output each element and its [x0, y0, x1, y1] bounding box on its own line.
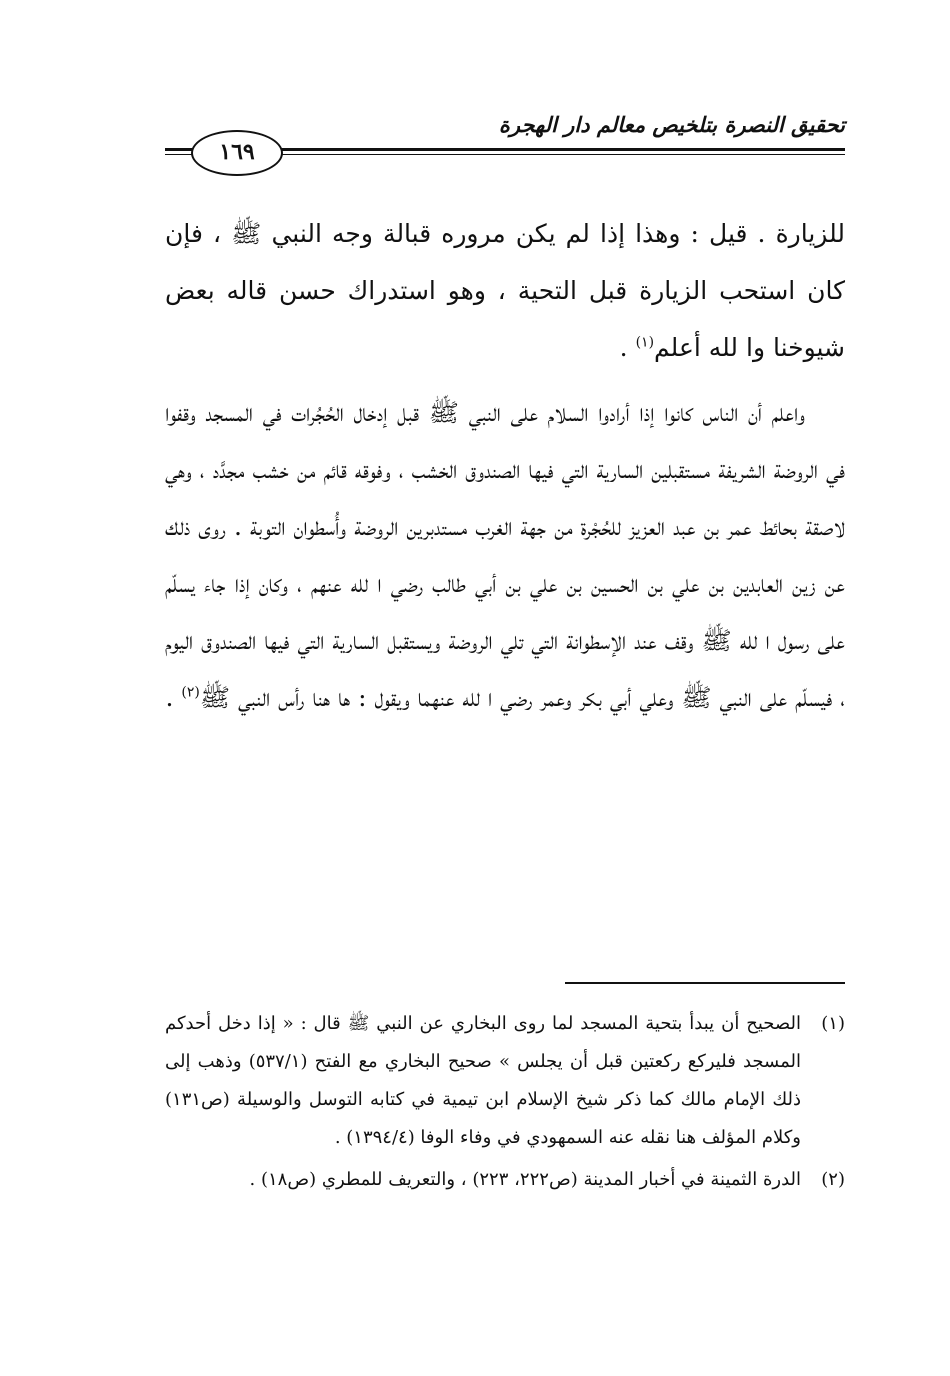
running-title: تحقيق النصرة بتلخيص معالم دار الهجرة — [498, 112, 845, 137]
paragraph-2-end: . — [165, 683, 182, 712]
paragraph-2 — [165, 384, 845, 726]
footnote-1-number: (١) — [821, 1013, 845, 1034]
main-text — [165, 205, 845, 726]
header-rule-thin — [275, 154, 845, 155]
footnote-1-text: الصحيح أن يبدأ بتحية المسجد لما روى البخاري عن النبي ﷺ قال : « إذا دخل أحدكم المسجد فليركع ركعتين قبل أن يجلس » صحيح البخاري مع الفتح (٥٣٧/١) وذهب إلى ذلك الإمام مالك كما ذكر شيخ الإسلام ابن تيمية في كتابه التوسل والوسيلة (ص١٣١) وكلام المؤلف هنا نقله عنه السمهودي في وفاء الوفا (١٣٩٤/٤) . — [165, 1013, 801, 1148]
page-number: ١٦٩ — [191, 130, 283, 176]
paragraph-2-text: واعلم أن الناس كانوا إذا أرادوا السلام على النبي ﷺ قبل إدخال الحُجُرات في المسجد وقفوا في الروضة الشريفة مستقبلين السارية التي فيها الصندوق الخشب ، وفوقه قائم من خشب مجدَّد ، وهي لاصقة بحائط عمر بن عبد العزيز للحُجْرة من جهة الغرب مستدبرين الروضة وأُسطوان التوبة . روى ذلك عن زين العابدين بن علي بن الحسين بن علي بن أبي طالب رضي ا لله عنهم ، وكان إذا جاء يسلّم على رسول ا لله ﷺ وقف عند الإسطوانة التي تلي الروضة ويستقبل السارية التي فيها الصندوق اليوم ، فيسلّم على النبي ﷺ وعلي أبي بكر وعمر رضي ا لله عنهما ويقول : ها هنا رأس النبي ﷺ — [165, 398, 845, 712]
footnote-ref-1: (١) — [635, 334, 655, 351]
paragraph-1 — [165, 205, 845, 376]
page-header — [165, 100, 845, 180]
footnote-2 — [165, 1161, 845, 1199]
paragraph-1-end: . — [619, 333, 636, 362]
footnote-1 — [165, 1005, 845, 1157]
footnote-2-number: (٢) — [821, 1169, 845, 1190]
footnotes — [165, 1005, 845, 1203]
header-rule-thick — [275, 148, 845, 151]
footnote-ref-2: (٢) — [181, 684, 200, 701]
footnote-2-text: الدرة الثمينة في أخبار المدينة (ص٢٢٢، ٢٢٣) ، والتعريف للمطري (ص١٨) . — [249, 1169, 801, 1190]
paragraph-1-text: للزيارة . قيل : وهذا إذا لم يكن مروره قبالة وجه النبي ﷺ ، فإن كان استحب الزيارة قبل التحية ، وهو استدراك حسن قاله بعض شيوخنا وا لله أعلم — [165, 219, 845, 362]
footnote-separator — [565, 982, 845, 984]
